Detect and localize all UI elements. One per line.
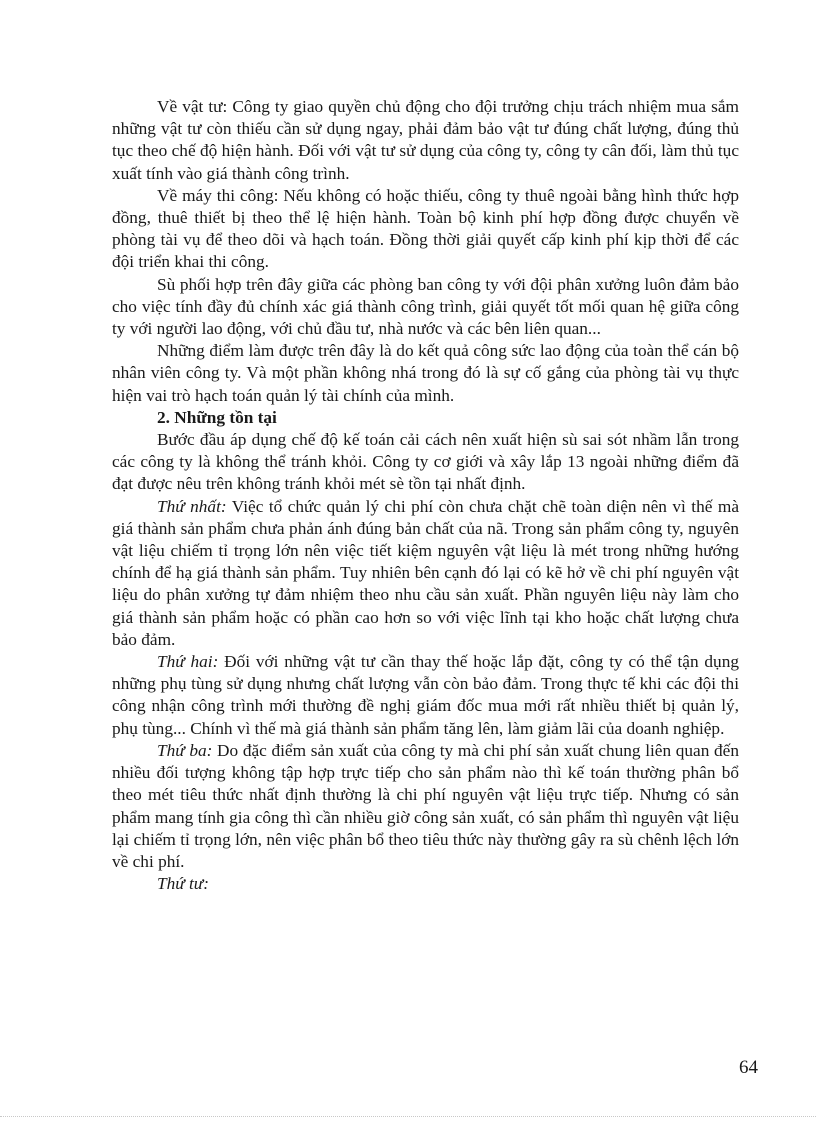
- paragraph-may-thi-cong: Về máy thi công: Nếu không có hoặc thiếu, công ty thuê ngoài bằng hình thức hợp đồng, thuê thiết bị theo thể lệ hiện hành. Toàn bộ kinh phí hợp đồng được chuyển về phòng tài vụ để theo dõi và hạch toán. Đồng thời giải quyết cấp kinh phí kịp thời để các đội triển khai thi công.: [112, 185, 739, 272]
- item-label: Thứ nhất:: [157, 496, 227, 516]
- paragraph-diem-lam-duoc: Những điểm làm được trên đây là do kết quả công sức lao động của toàn thể cán bộ nhân viên công ty. Và một phần không nhá trong đó là sự cố gắng của phòng tài vụ thực hiện vai trò hạch toán quản lý tài chính của mình.: [112, 341, 739, 405]
- paragraph-phoi-hop: Sù phối hợp trên đây giữa các phòng ban công ty với đội phân xưởng luôn đảm bảo cho việc tính đầy đủ chính xác giá thành công trình, giải quyết tốt mối quan hệ giữa công ty với người lao động, với chủ đầu tư, nhà nước và các bên liên quan...: [112, 274, 739, 339]
- item-label: Thứ hai:: [157, 652, 219, 672]
- item-label: Thứ tư:: [157, 874, 209, 894]
- item-thu-nhat: [112, 496, 739, 651]
- paragraph-intro: Bước đầu áp dụng chế độ kế toán cải cách nên xuất hiện sù sai sót nhầm lẫn trong các công ty là không thể tránh khỏi. Công ty cơ giới và xây lắp 13 ngoài những điểm đã đạt được nêu trên không tránh khỏi mét sè tồn tại nhất định.: [112, 430, 739, 494]
- item-text: Đối với những vật tư cần thay thế hoặc lắp đặt, công ty có thể tận dụng những phụ tùng sử dụng nhưng chất lượng vẫn còn bảo đảm. Trong thực tế khi các đội thi công nhận công trình mới thường đề nghị giám đốc mua mới rất nhiều thiết bị quản lý, phụ tùng... Chính vì thế mà giá thành sản phẩm tăng lên, làm giảm lãi của doanh nghiệp.: [112, 652, 739, 738]
- document-body: [112, 96, 739, 895]
- page-number: 64: [739, 1057, 758, 1078]
- item-thu-tu: [112, 873, 739, 895]
- item-label: Thứ ba:: [157, 740, 213, 760]
- item-text: Do đặc điểm sản xuất của công ty mà chi phí sản xuất chung liên quan đến nhiều đối tượng không tập hợp trực tiếp cho sản phẩm nào thì kế toán thường phân bổ theo mét tiêu thức nhất định thường là chi phí nguyên vật liệu trực tiếp. Nhưng có sản phẩm mang tính gia công thì cần nhiều giờ công sản xuất, có sản phẩm thì nguyên vật liệu lại chiếm tỉ trọng lớn, nên việc phân bổ theo tiêu thức này thường gây ra sù chênh lệch lớn về chi phí.: [112, 740, 739, 871]
- item-text: Việc tổ chức quản lý chi phí còn chưa chặt chẽ toàn diện nên vì thế mà giá thành sản phẩm chưa phản ánh đúng bản chất của nã. Trong sản phẩm công ty, nguyên vật liệu chiếm tỉ trọng lớn nên việc tiết kiệm nguyên vật liệu là mét trong những hướng chính để hạ giá thành sản phẩm. Tuy nhiên bên cạnh đó lại có kẽ hở về chi phí nguyên vật liệu do phân xưởng tự đảm nhiệm theo nhu cầu sản xuất. Phần nguyên liệu này làm cho giá thành sản phẩm hoặc có phần cao hơn so với việc lĩnh tại kho hoặc chất lượng chưa bảo đảm.: [112, 496, 739, 649]
- item-thu-hai: [112, 651, 739, 740]
- paragraph-vat-tu: Về vật tư: Công ty giao quyền chủ động cho đội trưởng chịu trách nhiệm mua sắm những vật tư còn thiếu cần sử dụng ngay, phải đảm bảo vật tư đúng chất lượng, đúng thủ tục theo chế độ hiện hành. Đối với vật tư sử dụng của công ty, công ty cân đối, làm thủ tục xuất tính vào giá thành công trình.: [112, 97, 739, 183]
- page-bottom-divider: [0, 1116, 816, 1117]
- item-thu-ba: [112, 740, 739, 873]
- section-heading: 2. Những tồn tại: [157, 407, 277, 427]
